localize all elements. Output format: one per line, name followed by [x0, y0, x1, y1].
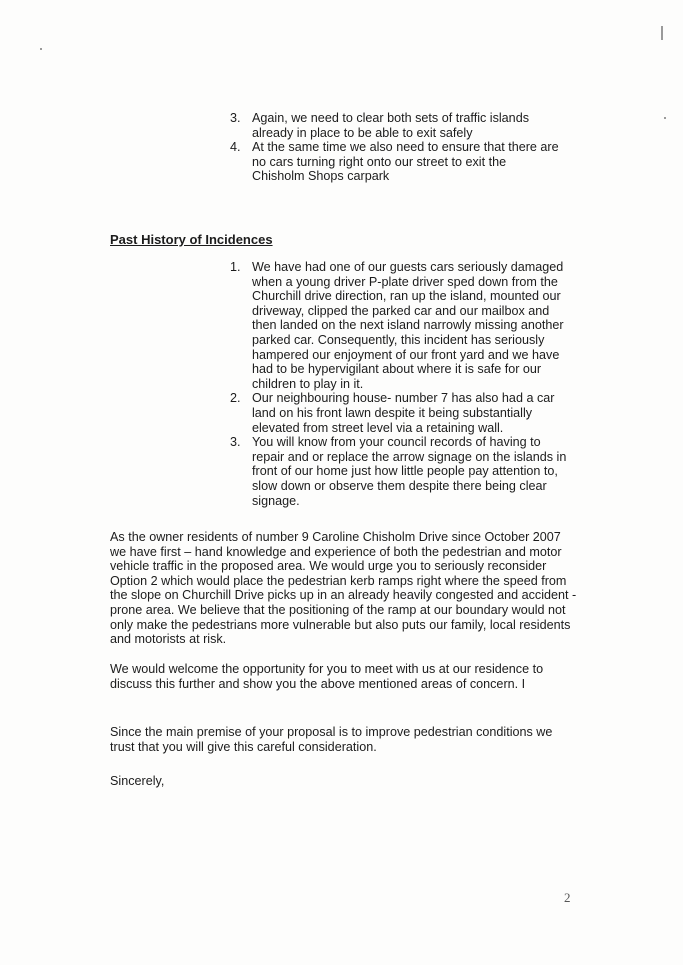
list-item — [230, 140, 560, 184]
list-item-number: 2. — [230, 391, 241, 406]
list-item-text: At the same time we also need to ensure that there are no cars turning right onto our street to exit the Chisholm Shops carpark — [252, 140, 559, 184]
list-item-text: You will know from your council records of having to repair and or replace the arrow signage on the islands in front of our home just how little people pay attention to, slow down or observe them despite there being clear signage. — [252, 435, 567, 508]
list-item — [230, 435, 575, 508]
list-item-number: 3. — [230, 435, 241, 450]
body-paragraph: As the owner residents of number 9 Caroline Chisholm Drive since October 2007 we have first – hand knowledge and experience of both the pedestrian and motor vehicle traffic in the proposed area. We would urge you to seriously reconsider Option 2 which would place the pedestrian kerb ramps right where the speed from the slope on Churchill Drive picks up in an already heavily congested and accident -prone area. We believe that the positioning of the ramp at our boundary would not only make the pedestrians more vulnerable but also puts our family, local residents and motorists at risk. — [110, 530, 577, 647]
page-number: 2 — [564, 890, 571, 905]
list-item — [230, 260, 575, 391]
scan-speck-left — [40, 48, 42, 50]
section-heading: Past History of Incidences — [110, 232, 273, 247]
body-paragraph: We would welcome the opportunity for you to meet with us at our residence to discuss this further and show you the above mentioned areas of concern. I — [110, 662, 544, 691]
list-item-number: 1. — [230, 260, 241, 274]
list-item-number: 3. — [230, 111, 241, 125]
list-item-number: 4. — [230, 140, 241, 155]
list-item-text: Our neighbouring house- number 7 has also had a car land on his front lawn despite it being substantially elevated from street level via a retaining wall. — [252, 391, 555, 435]
closing-salutation: Sincerely, — [110, 774, 165, 788]
numbered-list-requirements — [230, 111, 560, 184]
scan-speck-right — [664, 117, 666, 119]
scan-speck-top-right — [661, 26, 663, 40]
list-item-text: We have had one of our guests cars seriously damaged when a young driver P-plate driver sped down from the Churchill drive direction, ran up the island, mounted our driveway, clipped the parked car and our mailbox and then landed on the next island narrowly missing another parked car. Consequently, this incident has seriously hampered our enjoyment of our front yard and we have had to be hypervigilant about where it is safe for our children to play in it. — [252, 260, 564, 391]
body-paragraph: Since the main premise of your proposal is to improve pedestrian conditions we trust that you will give this careful consideration. — [110, 725, 553, 754]
list-item — [230, 391, 575, 435]
list-item — [230, 111, 560, 140]
numbered-list-incidences — [230, 260, 575, 508]
list-item-text: Again, we need to clear both sets of traffic islands already in place to be able to exit safely — [252, 111, 529, 140]
